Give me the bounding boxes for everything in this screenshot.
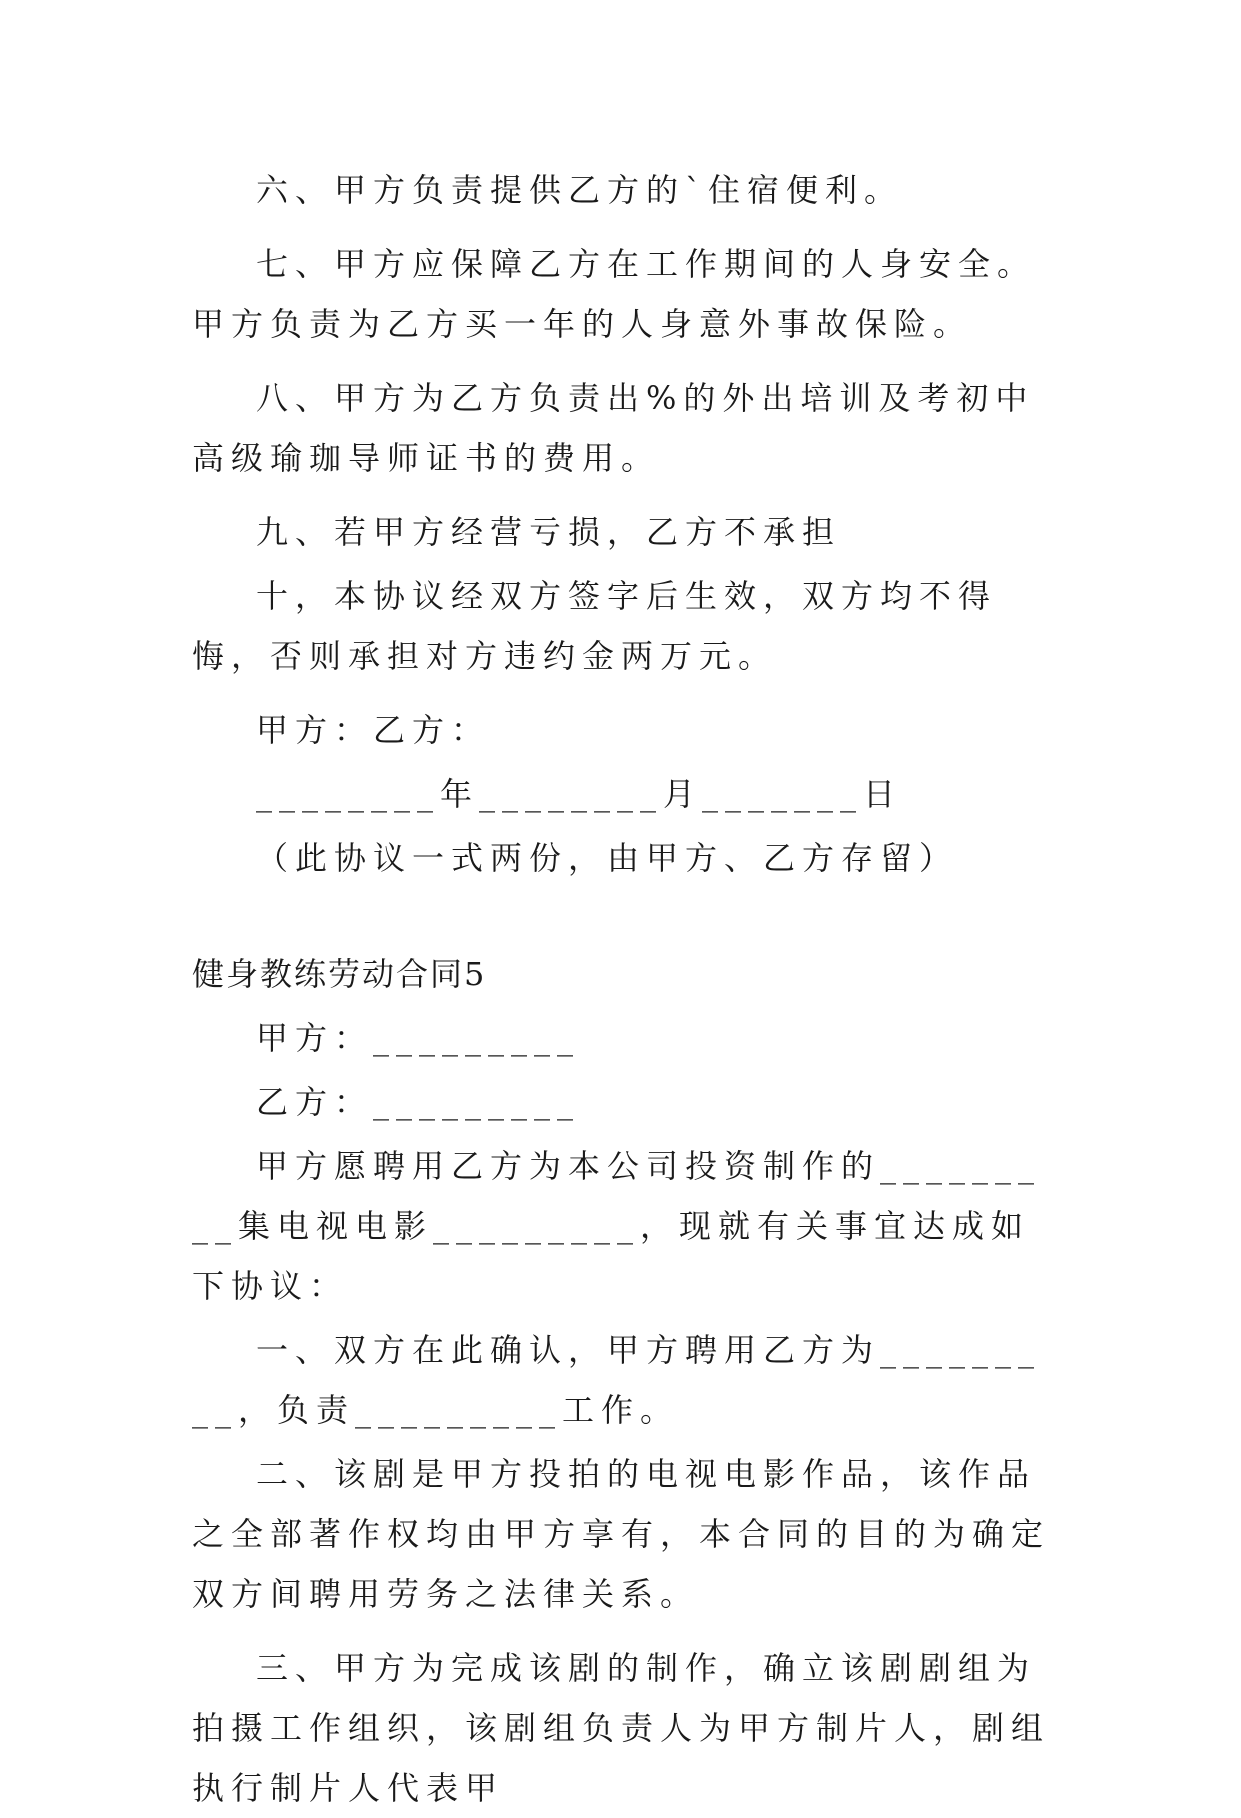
signature-date: ________年________月_______日 <box>256 775 903 813</box>
section-gap <box>192 888 1052 944</box>
clause-1: 一、双方在此确认，甲方聘用乙方为_________，负责_________工作。 <box>192 1331 1042 1429</box>
document-body <box>192 160 1052 1818</box>
copies-note: （此协议一式两份，由甲方、乙方存留） <box>256 839 959 877</box>
intro-paragraph: 甲方愿聘用乙方为本公司投资制作的_________集电视电影_________，现就有关事宜达成如下协议： <box>192 1147 1042 1305</box>
clause-9: 九、若甲方经营亏损，乙方不承担 <box>256 513 842 551</box>
clause-10: 十，本协议经双方签字后生效，双方均不得悔，否则承担对方违约金两万元。 <box>192 577 998 675</box>
clause-2: 二、该剧是甲方投拍的电视电影作品，该作品之全部著作权均由甲方享有，本合同的目的为确定双方间聘用劳务之法律关系。 <box>192 1455 1051 1613</box>
party-b-line: 乙方：_________ <box>256 1083 581 1121</box>
clause-7: 七、甲方应保障乙方在工作期间的人身安全。甲方负责为乙方买一年的人身意外事故保险。 <box>192 245 1037 343</box>
clause-8: 八、甲方为乙方负责出%的外出培训及考初中高级瑜珈导师证书的费用。 <box>192 379 1035 477</box>
party-a-line: 甲方：_________ <box>256 1019 581 1057</box>
clause-3: 三、甲方为完成该剧的制作，确立该剧剧组为拍摄工作组织，该剧组负责人为甲方制片人，剧组执行制片人代表甲 <box>192 1649 1051 1807</box>
section-title: 健身教练劳动合同5 <box>192 955 487 993</box>
clause-6: 六、甲方负责提供乙方的`住宿便利。 <box>256 171 904 209</box>
signature-parties: 甲方：乙方： <box>256 711 491 749</box>
